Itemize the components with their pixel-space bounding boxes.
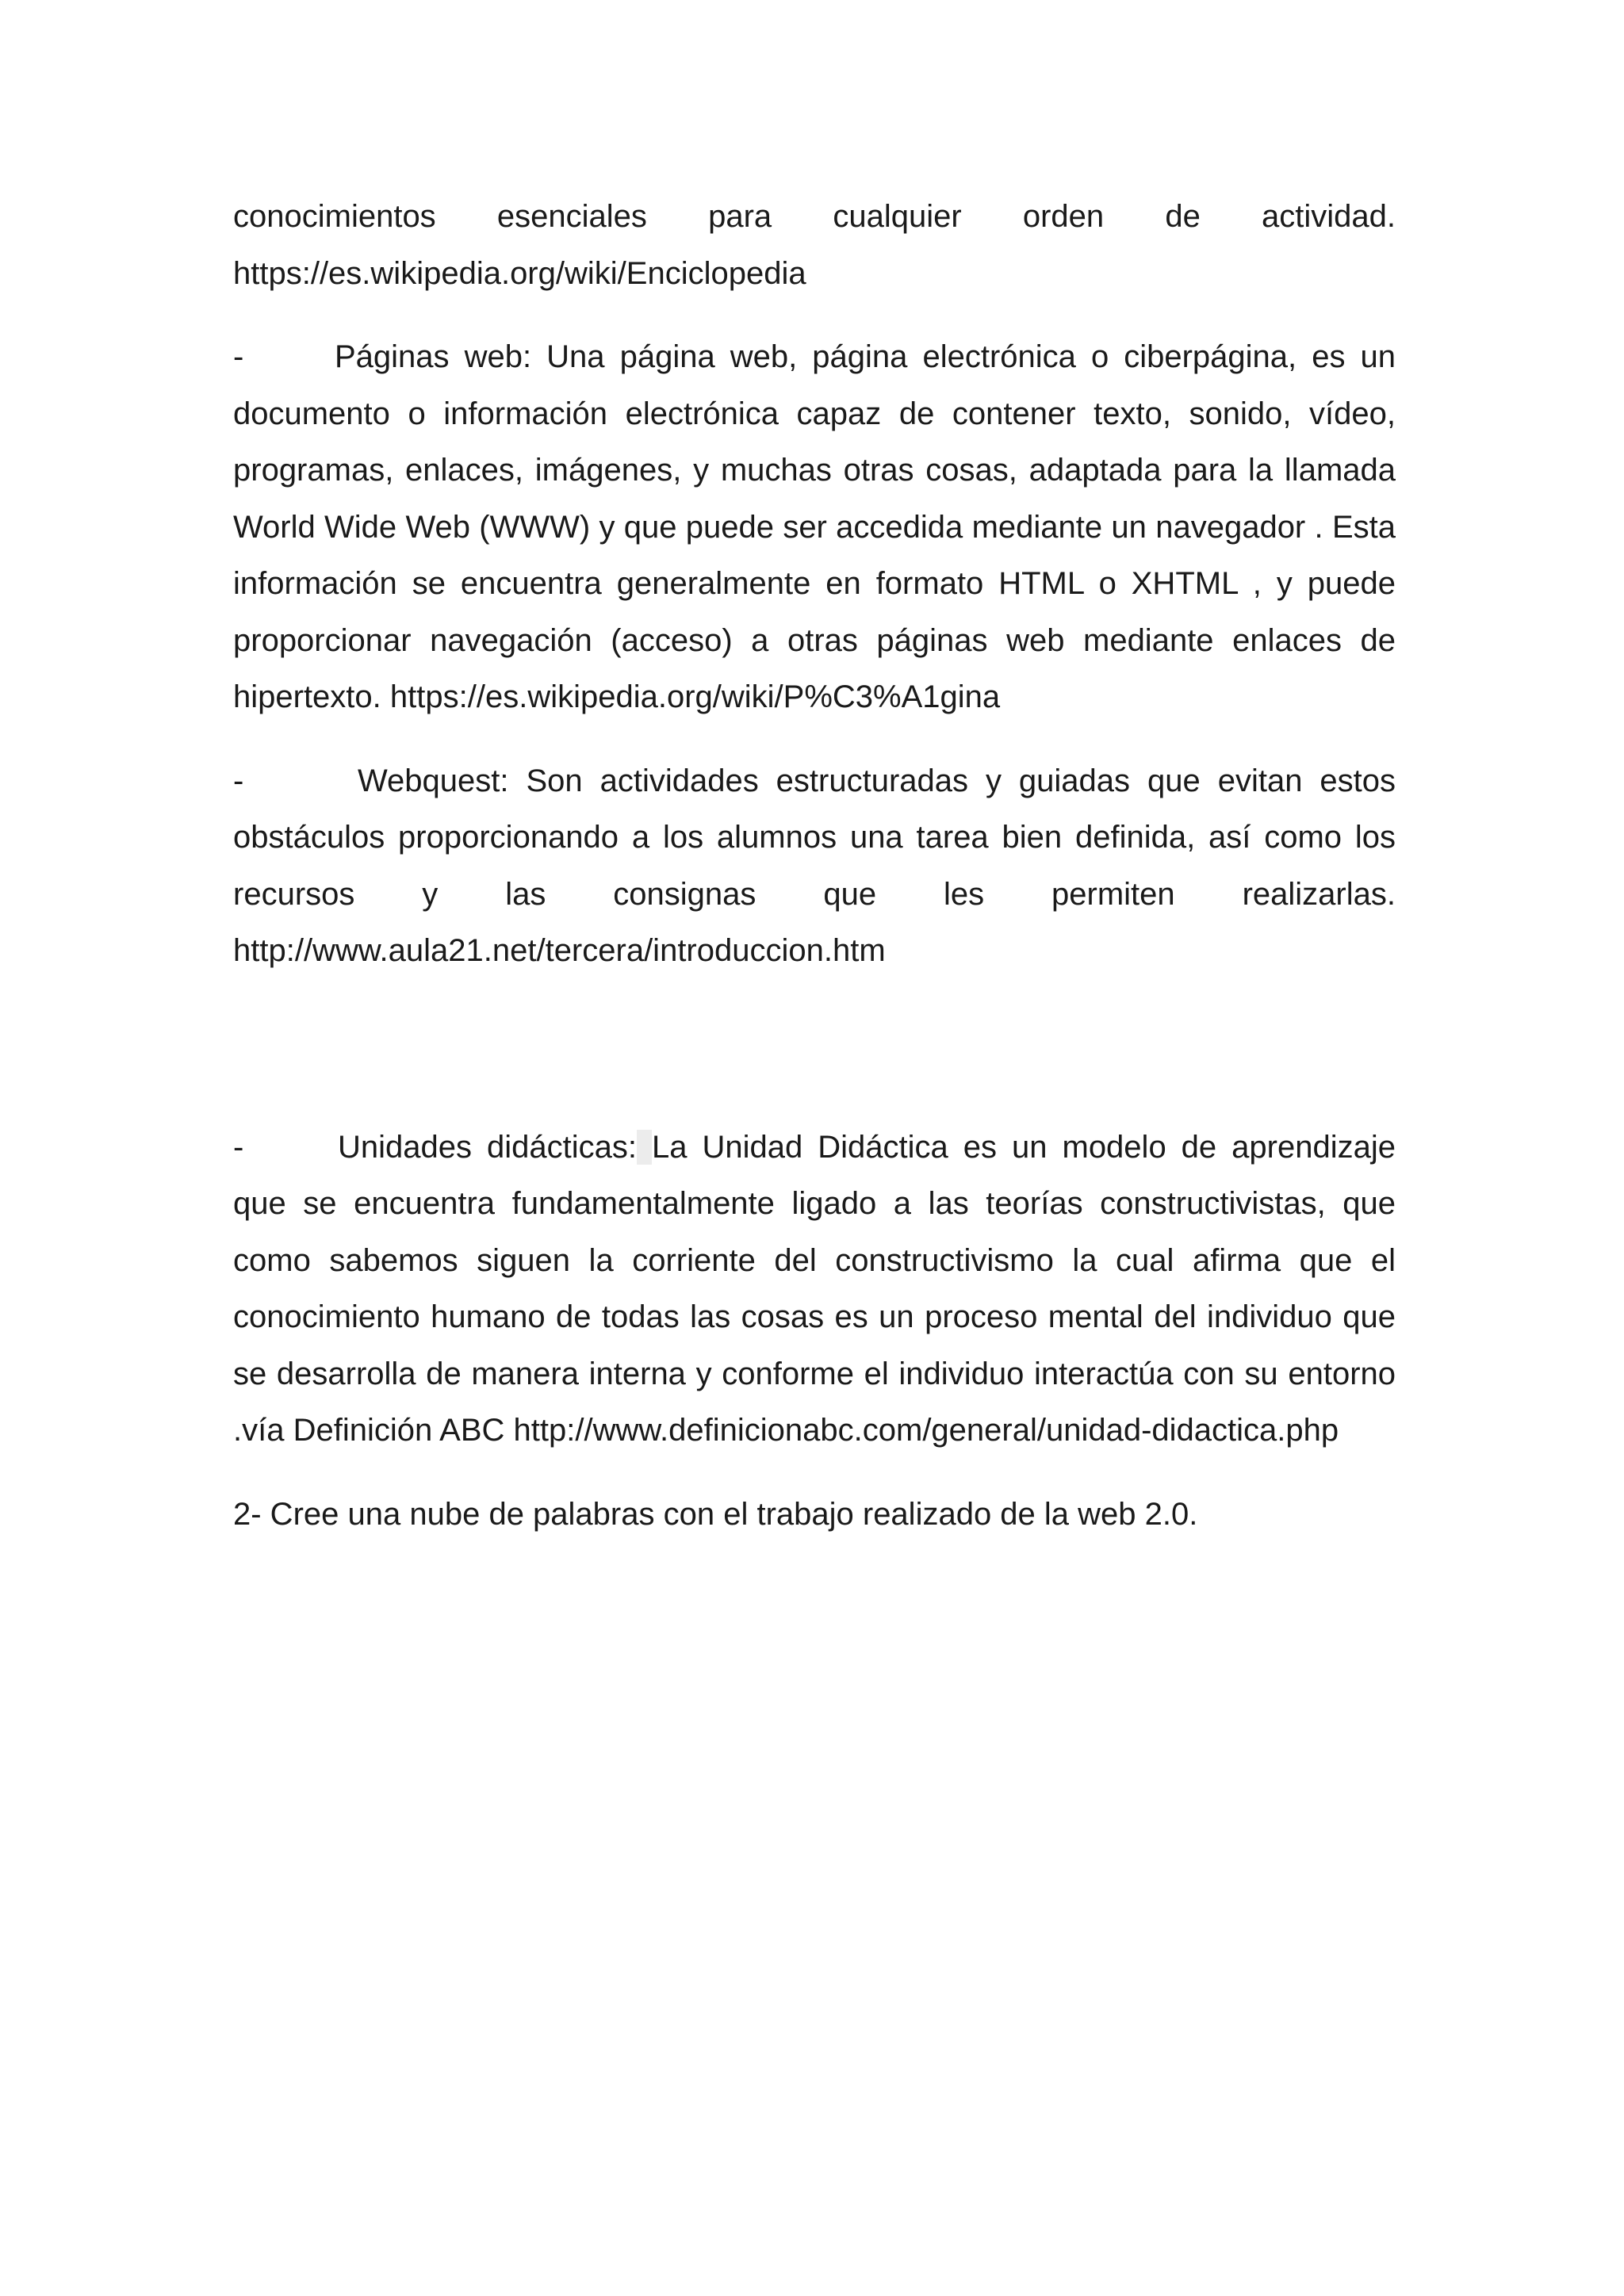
list-dash: - xyxy=(233,339,244,374)
paragraph-paginas-web xyxy=(233,329,1396,726)
paragraph-text: conocimientos esenciales para cualquier orden de actividad. xyxy=(233,199,1396,234)
paragraph-text: Son actividades estructuradas y guiadas que evitan estos obstáculos proporcionando a los alumnos una tarea bien definida, así como los recursos y las consignas que les permiten realizarlas. xyxy=(233,763,1396,912)
paragraph-webquest xyxy=(233,753,1396,980)
paragraph-unidades-didacticas xyxy=(233,1119,1396,1460)
reference-url: http://www.definicionabc.com/general/unidad-didactica.php xyxy=(513,1413,1339,1448)
reference-url: https://es.wikipedia.org/wiki/P%C3%A1gina xyxy=(389,679,1001,714)
reference-url: http://www.aula21.net/tercera/introduccion.htm xyxy=(233,933,886,968)
term-label: Unidades didácticas: xyxy=(338,1129,637,1165)
document-body xyxy=(233,189,1396,1543)
task-instruction xyxy=(233,1487,1396,1544)
term-label: Páginas web: xyxy=(335,339,532,374)
reference-url: https://es.wikipedia.org/wiki/Enciclopedia xyxy=(233,255,806,291)
paragraph-text: La Unidad Didáctica es un modelo de aprendizaje que se encuentra fundamentalmente ligado a las teorías constructivistas, que como sabemos siguen la corriente del constructivismo la cual afirma que el conocimiento humano de todas las cosas es un proceso mental del individuo que se desarrolla de manera interna y conforme el individuo interactúa con su entorno .vía Definición ABC xyxy=(233,1129,1396,1448)
list-dash: - xyxy=(233,763,244,798)
paragraph-text: Una página web, página electrónica o ciberpágina, es un documento o información electrónica capaz de contener texto, sonido, vídeo, programas, enlaces, imágenes, y muchas otras cosas, adaptada para la llamada World Wide Web (WWW) y que puede ser accedida mediante un navegador . Esta información se encuentra generalmente en formato HTML o XHTML , y puede proporcionar navegación (acceso) a otras páginas web mediante enlaces de hipertexto. xyxy=(233,339,1396,714)
term-label: Webquest: xyxy=(358,763,509,798)
highlight-space xyxy=(637,1130,652,1165)
paragraph-enciclopedia xyxy=(233,189,1396,302)
paragraph-text: 2- Cree una nube de palabras con el trabajo realizado de la web 2.0. xyxy=(233,1496,1198,1532)
list-dash: - xyxy=(233,1129,244,1165)
